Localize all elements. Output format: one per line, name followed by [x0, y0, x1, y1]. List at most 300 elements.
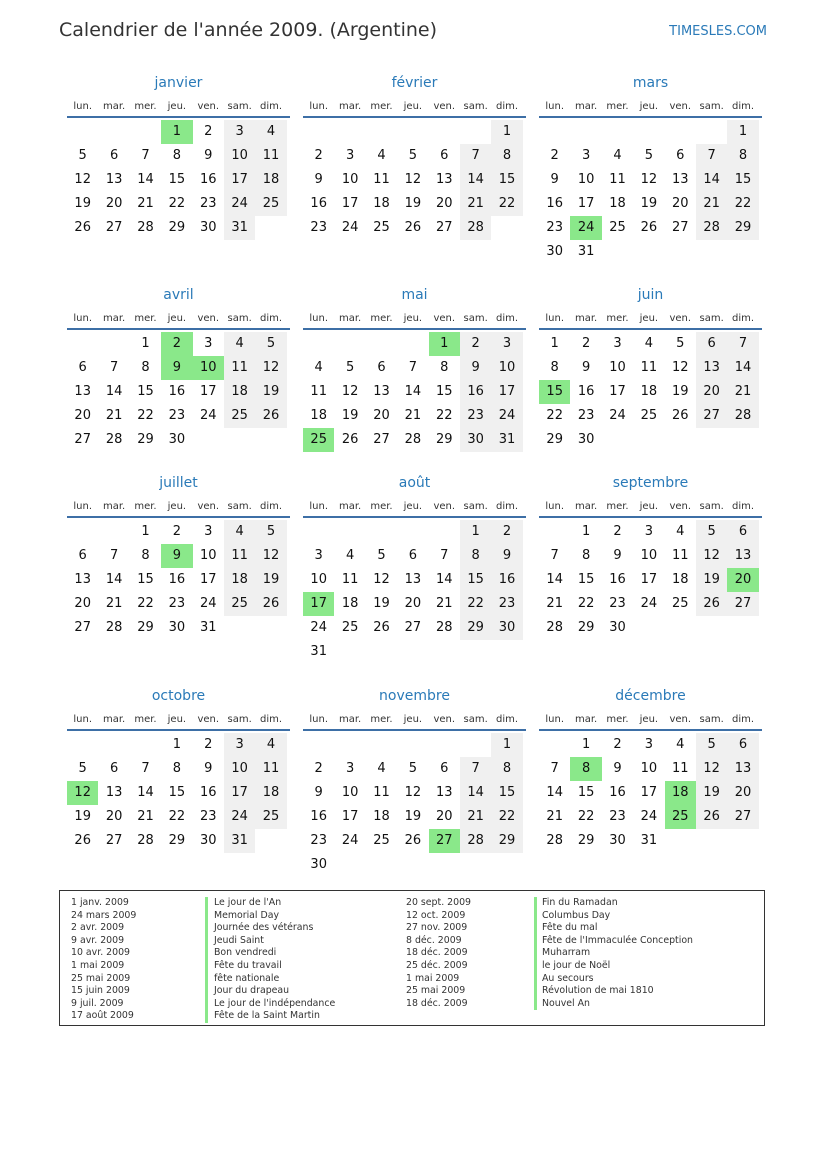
weekday-label: sam. — [463, 100, 488, 112]
day-cell: 8 — [491, 757, 522, 781]
weekday-label: dim. — [496, 500, 519, 512]
day-cell: 16 — [609, 572, 626, 587]
empty-cell — [397, 733, 428, 757]
day-cell: 8 — [581, 548, 591, 563]
day-cell: 17 — [341, 196, 359, 211]
header-rule — [539, 516, 762, 518]
day-cell: 27 — [373, 432, 390, 447]
day-cell: 2 — [581, 336, 591, 351]
day-cell: 24 — [341, 833, 359, 848]
day-cell: 31 — [224, 216, 255, 240]
day-cell: 25 — [373, 833, 390, 848]
day-cell: 27 — [105, 220, 123, 235]
day-cell: 19 — [255, 380, 286, 404]
day-cell: 26 — [640, 220, 658, 235]
holiday-day: 24 — [570, 216, 601, 240]
day-cell: 3 — [224, 120, 255, 144]
weekday-label: ven. — [197, 100, 220, 112]
day-cell: 24 — [224, 805, 255, 829]
empty-cell — [98, 120, 129, 144]
legend-entry: 10 avr. 2009 — [71, 947, 131, 959]
day-cell: 29 — [727, 216, 758, 240]
day-grid — [539, 733, 762, 853]
weekday-header — [67, 96, 290, 116]
day-cell: 13 — [105, 172, 123, 187]
day-cell: 7 — [460, 757, 491, 781]
weekday-label: lun. — [309, 100, 329, 112]
legend-entry: Bon vendredi — [214, 947, 277, 959]
day-cell: 28 — [435, 620, 453, 635]
day-cell: 14 — [460, 168, 491, 192]
legend-entry: Muharram — [542, 947, 591, 959]
weekday-label: sam. — [463, 713, 488, 725]
holiday-day: 9 — [161, 544, 192, 568]
holiday-day: 17 — [303, 592, 334, 616]
weekday-label: jeu. — [167, 100, 187, 112]
header-rule — [303, 516, 526, 518]
day-cell: 17 — [199, 572, 217, 587]
month-6 — [67, 473, 290, 640]
weekday-label: dim. — [496, 312, 519, 324]
day-grid — [303, 520, 526, 664]
day-cell: 12 — [341, 384, 359, 399]
day-cell: 19 — [255, 568, 286, 592]
day-cell: 13 — [696, 356, 727, 380]
legend-entry: 12 oct. 2009 — [406, 909, 466, 921]
day-cell: 2 — [613, 737, 622, 752]
day-cell: 9 — [581, 360, 591, 375]
weekday-header — [539, 96, 762, 116]
day-cell: 26 — [404, 833, 422, 848]
day-cell: 20 — [696, 380, 727, 404]
empty-cell — [366, 120, 397, 144]
empty-cell — [334, 520, 365, 544]
weekday-header — [539, 496, 762, 516]
weekday-label: dim. — [732, 500, 755, 512]
day-cell: 27 — [105, 833, 123, 848]
day-cell: 14 — [105, 384, 123, 399]
day-cell: 10 — [224, 757, 255, 781]
day-cell: 18 — [341, 596, 359, 611]
weekday-label: dim. — [732, 100, 755, 112]
weekday-label: ven. — [197, 500, 220, 512]
day-cell: 6 — [78, 548, 87, 563]
day-grid — [303, 332, 526, 452]
day-cell: 3 — [224, 733, 255, 757]
legend-entry: Journée des vétérans — [214, 922, 314, 934]
holiday-day: 15 — [539, 380, 570, 404]
empty-cell — [130, 733, 161, 757]
day-cell: 2 — [460, 332, 491, 356]
day-cell: 3 — [204, 336, 213, 351]
legend-entry: Fête du travail — [214, 959, 282, 971]
weekday-label: lun. — [73, 500, 93, 512]
legend-entry: le jour de Noël — [542, 959, 611, 971]
day-cell: 26 — [341, 432, 359, 447]
weekday-label: mer. — [606, 500, 629, 512]
weekday-label: jeu. — [639, 500, 659, 512]
day-grid — [539, 520, 762, 640]
day-cell: 12 — [696, 757, 727, 781]
weekday-header — [67, 308, 290, 328]
month-name: juillet — [159, 475, 198, 491]
header-rule — [67, 116, 290, 118]
day-cell: 7 — [141, 148, 150, 163]
month-0 — [67, 73, 290, 240]
day-cell: 24 — [640, 596, 658, 611]
day-cell: 4 — [345, 548, 355, 563]
day-cell: 6 — [109, 761, 119, 776]
day-cell: 17 — [224, 781, 255, 805]
day-cell: 6 — [440, 148, 449, 163]
day-cell: 1 — [581, 524, 591, 539]
day-cell: 27 — [696, 404, 727, 428]
day-cell: 20 — [373, 408, 390, 423]
weekday-label: mer. — [370, 312, 393, 324]
day-cell: 1 — [491, 120, 522, 144]
day-cell: 2 — [204, 737, 213, 752]
day-cell: 20 — [435, 196, 453, 211]
day-cell: 19 — [671, 384, 689, 399]
header-rule — [539, 729, 762, 731]
day-cell: 24 — [640, 809, 658, 824]
day-cell: 12 — [640, 172, 658, 187]
day-cell: 9 — [613, 548, 622, 563]
day-cell: 6 — [696, 332, 727, 356]
empty-cell — [303, 120, 334, 144]
weekday-label: jeu. — [167, 713, 187, 725]
day-cell: 21 — [460, 192, 491, 216]
weekday-label: ven. — [433, 312, 456, 324]
day-cell: 7 — [550, 761, 559, 776]
legend-entry: 24 mars 2009 — [71, 909, 137, 921]
day-cell: 17 — [491, 380, 522, 404]
day-cell: 12 — [404, 172, 422, 187]
weekday-header — [539, 308, 762, 328]
day-cell: 12 — [74, 172, 91, 187]
weekday-header — [303, 496, 526, 516]
day-cell: 11 — [224, 356, 255, 380]
day-cell: 15 — [577, 785, 595, 800]
day-cell: 26 — [671, 408, 689, 423]
day-cell: 28 — [727, 404, 758, 428]
holiday-day: 27 — [429, 829, 460, 853]
day-cell: 5 — [345, 360, 355, 375]
legend-entry: Nouvel An — [542, 997, 590, 1009]
day-cell: 16 — [577, 384, 595, 399]
legend-names-left — [214, 897, 335, 1023]
day-cell: 26 — [373, 620, 390, 635]
holiday-day: 20 — [727, 568, 758, 592]
weekday-label: ven. — [669, 100, 692, 112]
day-cell: 13 — [373, 384, 390, 399]
empty-cell — [366, 733, 397, 757]
day-cell: 3 — [613, 336, 622, 351]
day-cell: 16 — [310, 196, 327, 211]
day-cell: 14 — [435, 572, 453, 587]
weekday-label: sam. — [463, 312, 488, 324]
empty-cell — [539, 733, 570, 757]
weekday-label: lun. — [309, 312, 329, 324]
day-cell: 16 — [168, 384, 186, 399]
day-cell: 10 — [577, 172, 595, 187]
header-rule — [303, 729, 526, 731]
weekday-label: jeu. — [403, 312, 423, 324]
legend-entry: 1 mai 2009 — [71, 959, 125, 971]
day-cell: 1 — [727, 120, 758, 144]
day-cell: 11 — [255, 757, 286, 781]
day-cell: 2 — [172, 524, 181, 539]
legend-entry: Columbus Day — [542, 909, 611, 921]
day-cell: 30 — [609, 833, 626, 848]
holiday-day: 25 — [665, 805, 696, 829]
day-cell: 11 — [609, 172, 626, 187]
day-cell: 28 — [460, 216, 491, 240]
day-cell: 21 — [696, 192, 727, 216]
empty-cell — [429, 733, 460, 757]
weekday-label: ven. — [433, 713, 456, 725]
day-cell: 20 — [74, 408, 91, 423]
day-cell: 28 — [460, 829, 491, 853]
weekday-label: dim. — [732, 312, 755, 324]
empty-cell — [98, 332, 129, 356]
day-cell: 5 — [696, 733, 727, 757]
empty-cell — [98, 733, 129, 757]
day-cell: 5 — [78, 761, 87, 776]
brand-link[interactable]: TIMESLES.COM — [669, 24, 767, 39]
month-name: août — [398, 475, 431, 491]
month-name: avril — [163, 287, 194, 303]
day-cell: 4 — [224, 332, 255, 356]
day-cell: 22 — [168, 196, 186, 211]
legend-entry: 9 avr. 2009 — [71, 934, 125, 946]
day-cell: 3 — [491, 332, 522, 356]
weekday-label: mer. — [134, 312, 157, 324]
weekday-label: jeu. — [639, 100, 659, 112]
day-cell: 11 — [671, 548, 689, 563]
day-cell: 4 — [377, 148, 386, 163]
day-cell: 1 — [141, 524, 150, 539]
day-cell: 23 — [609, 809, 626, 824]
month-2 — [539, 73, 762, 264]
day-cell: 8 — [172, 761, 181, 776]
month-1 — [303, 73, 526, 240]
legend-entry: Fête de la Saint Martin — [214, 1010, 320, 1022]
day-cell: 29 — [435, 432, 453, 447]
day-cell: 22 — [435, 408, 453, 423]
day-cell: 4 — [224, 520, 255, 544]
day-cell: 6 — [727, 520, 758, 544]
day-cell: 1 — [460, 520, 491, 544]
day-cell: 5 — [377, 548, 386, 563]
day-cell: 30 — [460, 428, 491, 452]
day-cell: 16 — [199, 785, 217, 800]
day-cell: 12 — [255, 356, 286, 380]
day-cell: 14 — [727, 356, 758, 380]
day-cell: 2 — [204, 124, 213, 139]
day-cell: 10 — [609, 360, 626, 375]
weekday-header — [303, 308, 526, 328]
day-cell: 18 — [224, 380, 255, 404]
day-cell: 19 — [341, 408, 359, 423]
empty-cell — [303, 520, 334, 544]
day-cell: 2 — [491, 520, 522, 544]
day-cell: 30 — [310, 857, 327, 872]
weekday-label: dim. — [260, 312, 283, 324]
month-name: mars — [632, 75, 669, 91]
day-cell: 10 — [199, 548, 217, 563]
day-cell: 29 — [577, 620, 595, 635]
day-cell: 11 — [255, 144, 286, 168]
month-name: mai — [401, 287, 428, 303]
day-cell: 14 — [105, 572, 123, 587]
day-cell: 12 — [671, 360, 689, 375]
day-cell: 4 — [676, 737, 685, 752]
day-cell: 16 — [491, 568, 522, 592]
legend-entry: 25 déc. 2009 — [406, 959, 468, 971]
day-cell: 27 — [435, 220, 453, 235]
empty-cell — [460, 120, 491, 144]
weekday-label: lun. — [545, 500, 565, 512]
day-cell: 26 — [696, 592, 727, 616]
day-cell: 9 — [460, 356, 491, 380]
day-cell: 13 — [435, 785, 453, 800]
day-cell: 4 — [644, 336, 653, 351]
day-cell: 26 — [255, 592, 286, 616]
day-cell: 13 — [727, 544, 758, 568]
day-cell: 3 — [581, 148, 591, 163]
legend-entry: Fête du mal — [542, 922, 598, 934]
day-cell: 4 — [676, 524, 685, 539]
weekday-label: ven. — [669, 713, 692, 725]
day-cell: 20 — [404, 596, 422, 611]
weekday-label: mer. — [134, 500, 157, 512]
day-cell: 23 — [199, 809, 217, 824]
day-cell: 28 — [105, 620, 123, 635]
day-cell: 7 — [109, 360, 119, 375]
legend-entry: 25 mai 2009 — [406, 985, 466, 997]
day-cell: 22 — [546, 408, 563, 423]
weekday-label: lun. — [309, 500, 329, 512]
weekday-label: mer. — [370, 100, 393, 112]
month-name: février — [391, 75, 438, 91]
day-cell: 26 — [74, 833, 91, 848]
weekday-label: mar. — [338, 312, 362, 324]
day-cell: 7 — [460, 144, 491, 168]
legend-entry: 18 déc. 2009 — [406, 997, 468, 1009]
day-cell: 18 — [255, 781, 286, 805]
day-cell: 30 — [546, 244, 563, 259]
holiday-day: 18 — [665, 781, 696, 805]
day-cell: 22 — [727, 192, 758, 216]
day-cell: 30 — [577, 432, 595, 447]
empty-cell — [67, 520, 98, 544]
day-cell: 29 — [137, 432, 154, 447]
day-cell: 9 — [613, 761, 622, 776]
legend-entry: Révolution de mai 1810 — [542, 985, 654, 997]
day-cell: 14 — [460, 781, 491, 805]
day-cell: 5 — [408, 761, 417, 776]
day-cell: 14 — [404, 384, 422, 399]
legend-names-right — [542, 897, 693, 1010]
empty-cell — [539, 520, 570, 544]
legend-entry: Fin du Ramadan — [542, 897, 618, 908]
weekday-label: mer. — [606, 713, 629, 725]
day-cell: 18 — [255, 168, 286, 192]
day-grid — [67, 733, 290, 853]
day-cell: 27 — [74, 432, 91, 447]
day-grid — [67, 120, 290, 240]
day-cell: 3 — [345, 761, 355, 776]
day-cell: 12 — [404, 785, 422, 800]
holiday-day: 8 — [570, 757, 601, 781]
empty-cell — [366, 520, 397, 544]
legend-entry: 15 juin 2009 — [71, 985, 130, 997]
weekday-label: jeu. — [167, 500, 187, 512]
day-cell: 21 — [105, 596, 123, 611]
day-cell: 25 — [255, 192, 286, 216]
weekday-label: lun. — [73, 713, 93, 725]
month-9 — [67, 686, 290, 853]
day-cell: 15 — [491, 168, 522, 192]
day-cell: 19 — [373, 596, 390, 611]
day-cell: 6 — [676, 148, 685, 163]
day-cell: 16 — [609, 785, 626, 800]
weekday-label: mer. — [134, 713, 157, 725]
empty-cell — [303, 332, 334, 356]
day-cell: 23 — [460, 404, 491, 428]
weekday-label: lun. — [309, 713, 329, 725]
day-cell: 29 — [577, 833, 595, 848]
day-cell: 11 — [640, 360, 658, 375]
month-8 — [539, 473, 762, 640]
legend-entry: Le jour de l'indépendance — [214, 997, 336, 1009]
day-cell: 15 — [577, 572, 595, 587]
weekday-label: dim. — [260, 100, 283, 112]
day-cell: 23 — [546, 220, 563, 235]
day-cell: 4 — [314, 360, 323, 375]
weekday-label: sam. — [463, 500, 488, 512]
day-cell: 7 — [109, 548, 119, 563]
day-cell: 11 — [373, 785, 390, 800]
weekday-label: jeu. — [639, 713, 659, 725]
day-cell: 18 — [373, 196, 390, 211]
weekday-label: mar. — [574, 500, 598, 512]
day-cell: 21 — [546, 809, 563, 824]
day-cell: 16 — [546, 196, 563, 211]
day-cell: 5 — [644, 148, 653, 163]
day-cell: 4 — [377, 761, 386, 776]
day-cell: 21 — [404, 408, 422, 423]
day-cell: 23 — [310, 220, 327, 235]
day-cell: 11 — [341, 572, 359, 587]
day-cell: 24 — [310, 620, 327, 635]
day-cell: 21 — [105, 408, 123, 423]
day-grid — [67, 520, 290, 640]
day-cell: 25 — [671, 596, 689, 611]
day-cell: 28 — [137, 220, 154, 235]
day-cell: 6 — [727, 733, 758, 757]
day-cell: 27 — [671, 220, 689, 235]
empty-cell — [429, 520, 460, 544]
day-cell: 27 — [727, 805, 758, 829]
header-rule — [67, 729, 290, 731]
day-cell: 31 — [224, 829, 255, 853]
day-cell: 15 — [491, 781, 522, 805]
day-cell: 12 — [696, 544, 727, 568]
empty-cell — [303, 733, 334, 757]
day-cell: 4 — [613, 148, 622, 163]
